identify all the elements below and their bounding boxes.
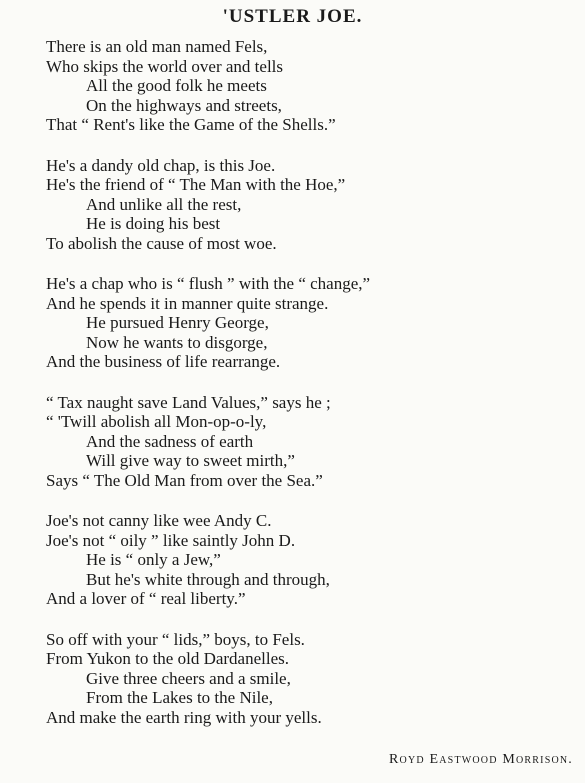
poem-line: And he spends it in manner quite strange. (46, 293, 329, 313)
poem-line: He's a chap who is “ flush ” with the “ change,” (46, 274, 371, 293)
stanza (46, 156, 566, 254)
poem-line: He is “ only a Jew,” (86, 550, 221, 569)
poem-line: So off with your “ lids,” boys, to Fels. (46, 629, 305, 649)
poem-line: He's the friend of “ The Man with the Hoe,” (46, 175, 346, 194)
poem-line: On the highways and streets, (86, 95, 282, 115)
poem-line: There is an old man named Fels, (46, 37, 268, 56)
stanza (46, 274, 566, 372)
poem-line: He is doing his best (86, 214, 221, 233)
poem-line: Joe's not “ oily ” like saintly John D. (46, 530, 296, 550)
poem-line: And a lover of “ real liberty.” (46, 589, 246, 608)
poem-line: But he's white through and through, (86, 569, 330, 589)
poem-line: Joe's not canny like wee Andy C. (46, 511, 272, 530)
poem-title: 'USTLER JOE. (222, 6, 363, 27)
stanza (46, 393, 566, 491)
poem-line: He pursued Henry George, (86, 313, 269, 332)
poem-line: Now he wants to disgorge, (86, 332, 268, 352)
stanza (46, 511, 566, 609)
poem-line: And unlike all the rest, (86, 194, 242, 214)
poem-line: “ Tax naught save Land Values,” says he ; (46, 392, 331, 412)
poem-line: Who skips the world over and tells (46, 56, 284, 76)
poem-line: All the good folk he meets (86, 76, 267, 95)
poem-line: He's a dandy old chap, is this Joe. (46, 155, 276, 175)
stanza (46, 37, 566, 135)
poem-line: From the Lakes to the Nile, (86, 688, 273, 707)
author-signature: Royd Eastwood Morrison. (389, 752, 573, 767)
poem-line: To abolish the cause of most woe. (46, 233, 277, 253)
poem-line: And the sadness of earth (86, 431, 254, 451)
poem-line: Give three cheers and a smile, (86, 668, 291, 688)
poem-line: That “ Rent's like the Game of the Shells.” (46, 115, 336, 134)
poem-body (46, 37, 566, 748)
stanza (46, 630, 566, 728)
poem-line: And make the earth ring with your yells. (46, 707, 322, 727)
poem-line: Says “ The Old Man from over the Sea.” (46, 470, 323, 490)
poem-line: And the business of life rearrange. (46, 352, 281, 371)
poem-line: “ 'Twill abolish all Mon-op-o-ly, (46, 412, 267, 431)
poem-line: Will give way to sweet mirth,” (86, 451, 295, 470)
poem-line: From Yukon to the old Dardanelles. (46, 649, 289, 668)
